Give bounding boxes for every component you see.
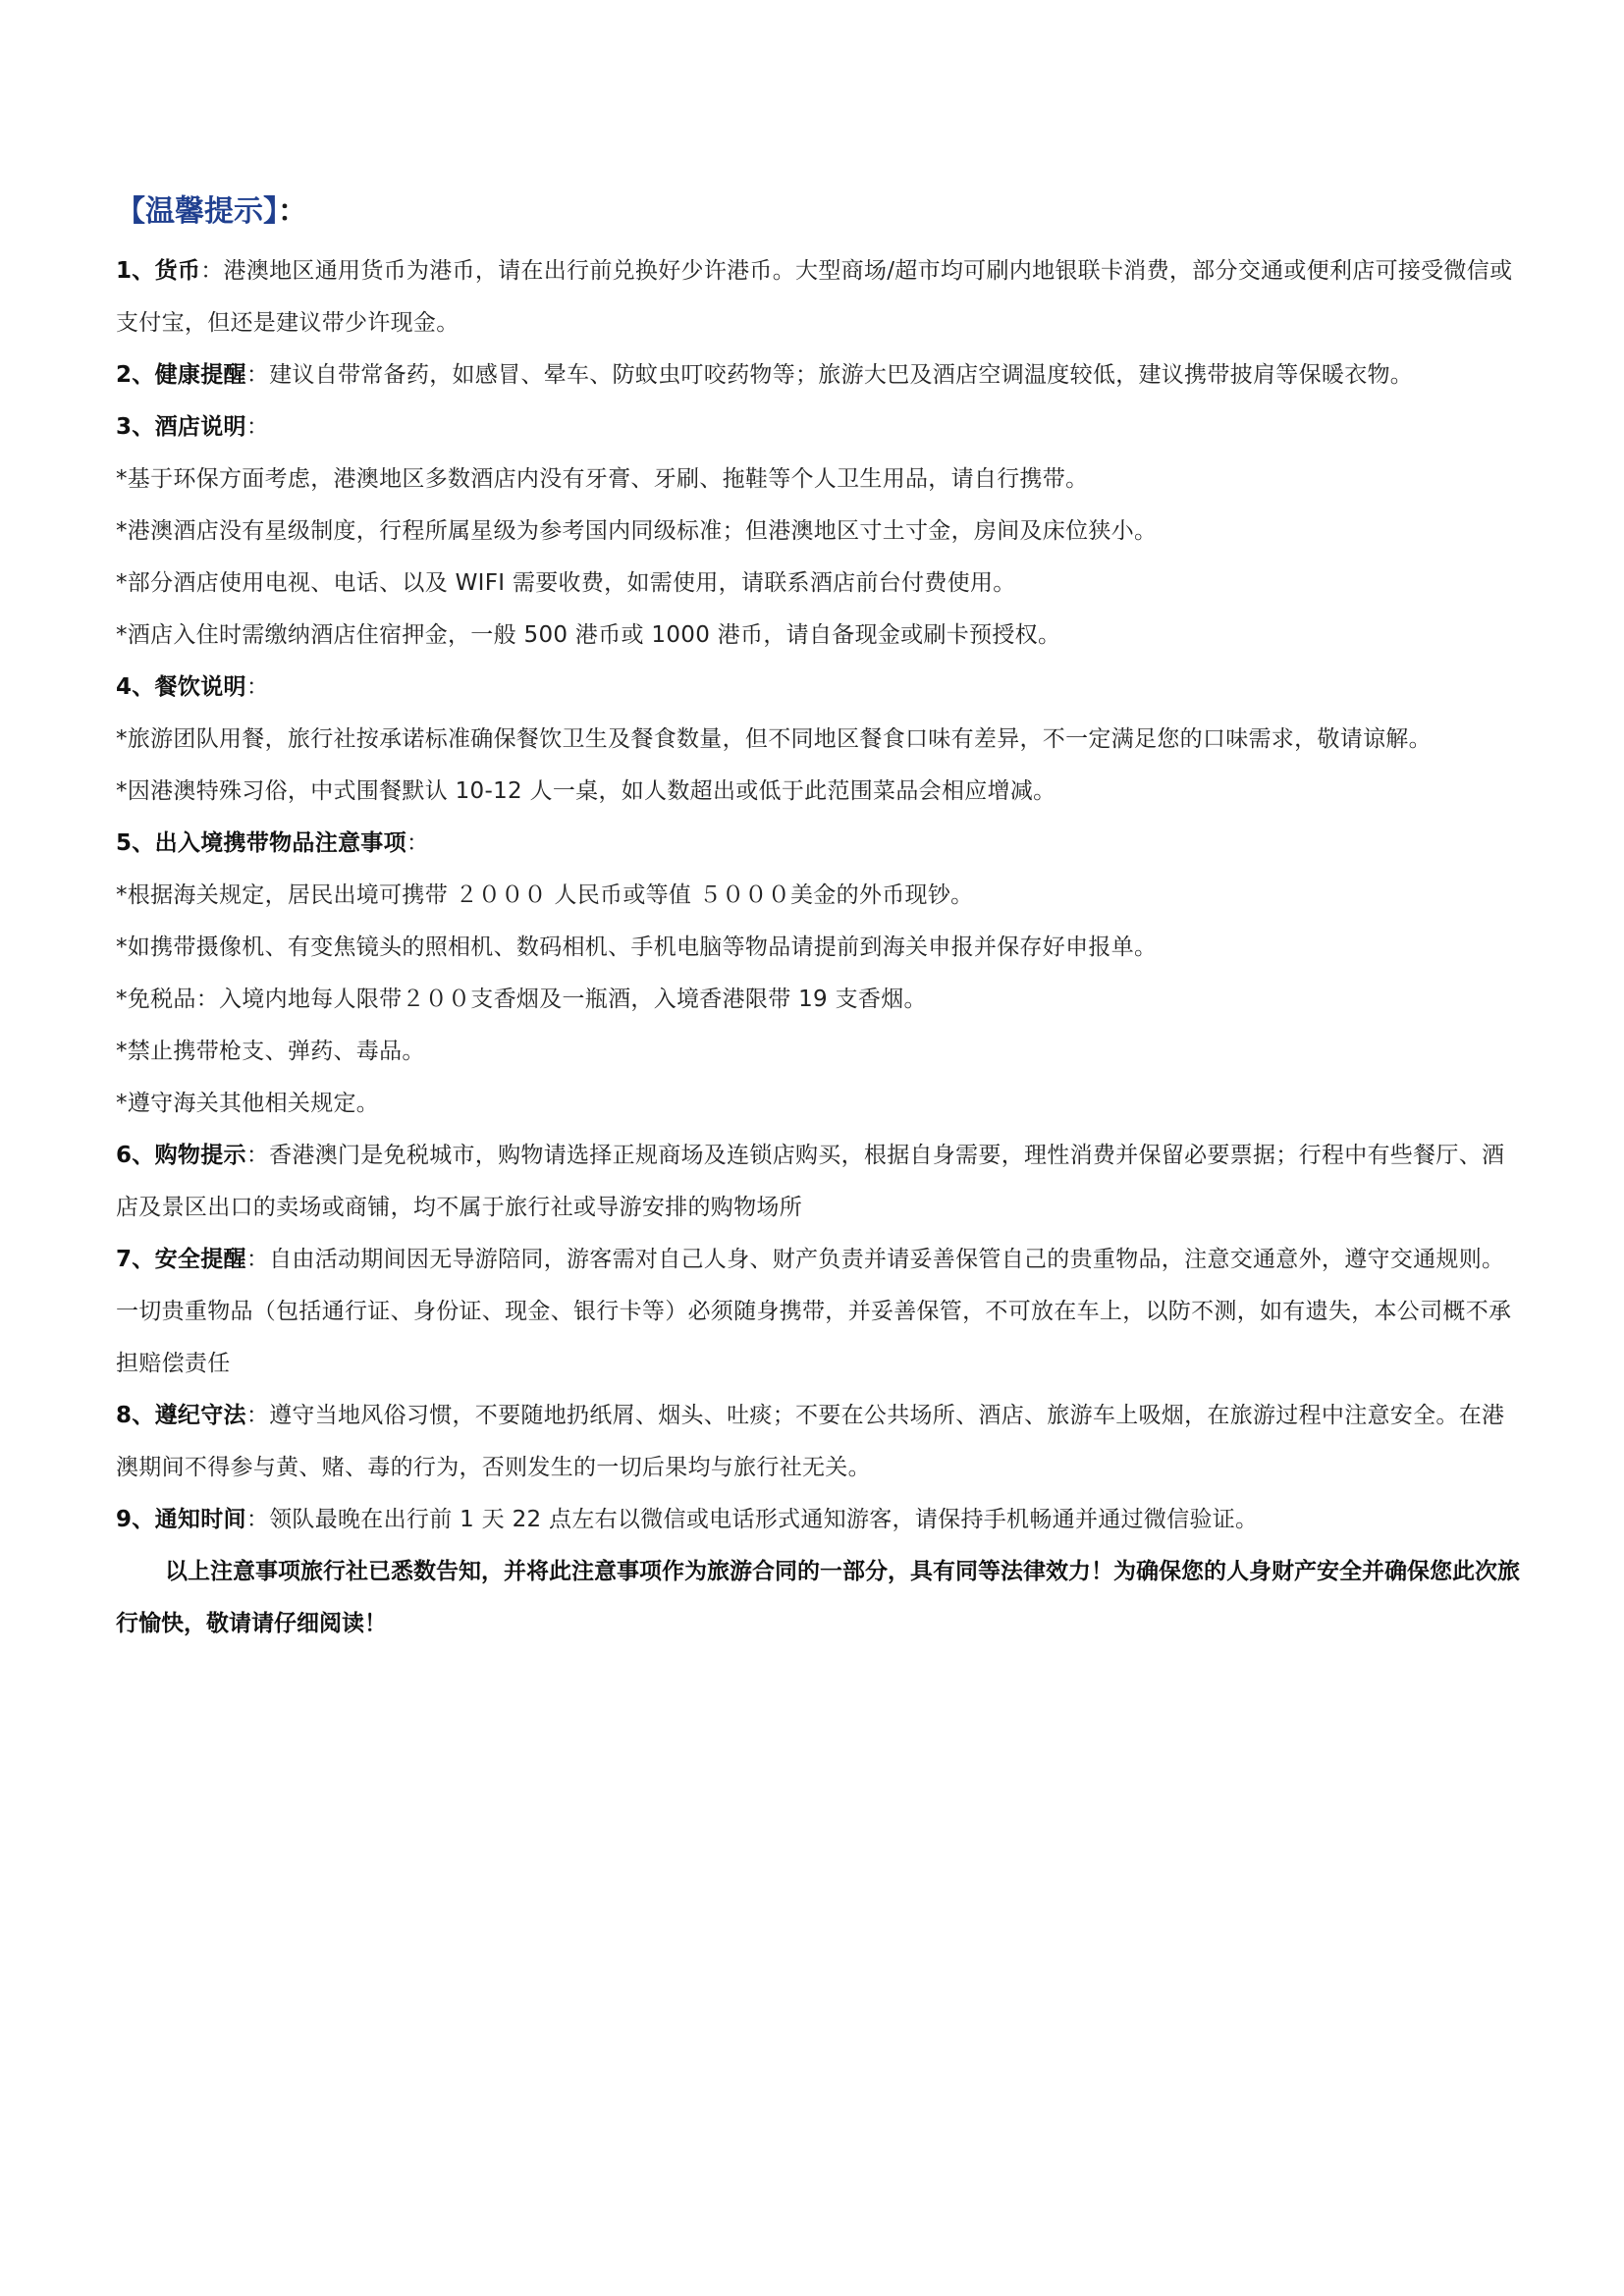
item-notification bbox=[116, 1494, 1520, 1546]
item-law bbox=[116, 1390, 1520, 1494]
item-label: 1、货币 bbox=[116, 258, 201, 284]
customs-note bbox=[116, 974, 1520, 1026]
dining-note bbox=[116, 714, 1520, 766]
item-text: *因港澳特殊习俗，中式围餐默认 10-12 人一桌，如人数超出或低于此范围菜品会相应增减。 bbox=[116, 778, 1056, 804]
customs-note bbox=[116, 870, 1520, 922]
dining-note bbox=[116, 766, 1520, 818]
item-hotel-heading bbox=[116, 401, 1520, 454]
customs-note bbox=[116, 1026, 1520, 1078]
customs-note bbox=[116, 1078, 1520, 1130]
item-text: *部分酒店使用电视、电话、以及 WIFI 需要收费，如需使用，请联系酒店前台付费使用。 bbox=[116, 570, 1016, 596]
item-text: *酒店入住时需缴纳酒店住宿押金，一般 500 港币或 1000 港币，请自备现金或刷卡预授权。 bbox=[116, 622, 1061, 648]
item-label: 5、出入境携带物品注意事项 bbox=[116, 830, 406, 856]
item-text: ： bbox=[245, 674, 270, 700]
item-text: *根据海关规定，居民出境可携带 ２０００ 人民币或等值 ５０００美金的外币现钞。 bbox=[116, 882, 974, 908]
item-shopping bbox=[116, 1130, 1520, 1234]
item-text: *禁止携带枪支、弹药、毒品。 bbox=[116, 1039, 425, 1064]
hotel-note bbox=[116, 454, 1520, 506]
item-text: ：自由活动期间因无导游陪同，游客需对自己人身、财产负责并请妥善保管自己的贵重物品，注意交通意外，遵守交通规则。一切贵重物品（包括通行证、身份证、现金、银行卡等）必须随身携带，并妥善保管，不可放在车上，以防不测，如有遗失，本公司概不承担赔偿责任 bbox=[116, 1247, 1512, 1376]
item-safety bbox=[116, 1234, 1520, 1390]
item-health bbox=[116, 349, 1520, 401]
item-text: *基于环保方面考虑，港澳地区多数酒店内没有牙膏、牙刷、拖鞋等个人卫生用品，请自行携带。 bbox=[116, 466, 1089, 492]
hotel-note bbox=[116, 610, 1520, 662]
item-text: *遵守海关其他相关规定。 bbox=[116, 1091, 380, 1116]
item-label: 9、通知时间 bbox=[116, 1507, 246, 1532]
item-text: ：香港澳门是免税城市，购物请选择正规商场及连锁店购买，根据自身需要，理性消费并保留必要票据；行程中有些餐厅、酒店及景区出口的卖场或商铺，均不属于旅行社或导游安排的购物场所 bbox=[116, 1143, 1505, 1220]
item-text: *港澳酒店没有星级制度，行程所属星级为参考国内同级标准；但港澳地区寸土寸金，房间及床位狭小。 bbox=[116, 518, 1158, 544]
hotel-note bbox=[116, 558, 1520, 610]
item-label: 4、餐饮说明 bbox=[116, 674, 246, 700]
heading-suffix: ： bbox=[278, 194, 307, 229]
closing-statement: 以上注意事项旅行社已悉数告知，并将此注意事项作为旅游合同的一部分，具有同等法律效力！为确保您的人身财产安全并确保您此次旅行愉快，敬请请仔细阅读！ bbox=[116, 1559, 1520, 1636]
item-text: *旅游团队用餐，旅行社按承诺标准确保餐饮卫生及餐食数量，但不同地区餐食口味有差异，不一定满足您的口味需求，敬请谅解。 bbox=[116, 726, 1432, 752]
item-label: 2、健康提醒 bbox=[116, 362, 246, 388]
item-currency bbox=[116, 245, 1520, 349]
item-text: *免税品：入境内地每人限带２００支香烟及一瓶酒，入境香港限带 19 支香烟。 bbox=[116, 987, 927, 1012]
heading-title: 【温馨提示】 bbox=[116, 194, 278, 229]
customs-note bbox=[116, 922, 1520, 974]
item-label: 6、购物提示 bbox=[116, 1143, 246, 1168]
item-text: ：遵守当地风俗习惯，不要随地扔纸屑、烟头、吐痰；不要在公共场所、酒店、旅游车上吸烟，在旅游过程中注意安全。在港澳期间不得参与黄、赌、毒的行为，否则发生的一切后果均与旅行社无关。 bbox=[116, 1403, 1505, 1480]
notice-heading bbox=[116, 185, 1520, 240]
item-text: ： bbox=[406, 830, 430, 856]
item-label: 3、酒店说明 bbox=[116, 414, 246, 440]
hotel-note bbox=[116, 506, 1520, 558]
item-text: ： bbox=[245, 414, 270, 440]
item-label: 8、遵纪守法 bbox=[116, 1403, 246, 1428]
item-text: *如携带摄像机、有变焦镜头的照相机、数码相机、手机电脑等物品请提前到海关申报并保存好申报单。 bbox=[116, 934, 1158, 960]
notice-document bbox=[116, 185, 1520, 1650]
item-label: 7、安全提醒 bbox=[116, 1247, 246, 1272]
item-customs-heading bbox=[116, 818, 1520, 870]
item-text: ：港澳地区通用货币为港币，请在出行前兑换好少许港币。大型商场/超市均可刷内地银联卡消费，部分交通或便利店可接受微信或支付宝，但还是建议带少许现金。 bbox=[116, 258, 1513, 336]
item-text: ：建议自带常备药，如感冒、晕车、防蚊虫叮咬药物等；旅游大巴及酒店空调温度较低，建议携带披肩等保暖衣物。 bbox=[245, 362, 1414, 388]
item-dining-heading bbox=[116, 662, 1520, 714]
item-text: ：领队最晚在出行前 1 天 22 点左右以微信或电话形式通知游客，请保持手机畅通并通过微信验证。 bbox=[245, 1507, 1259, 1532]
